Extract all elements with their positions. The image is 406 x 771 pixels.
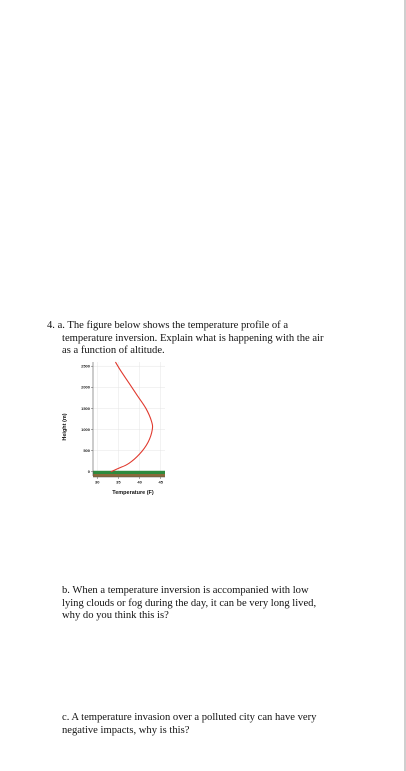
question-b	[62, 585, 387, 623]
y-axis-label: Height (m)	[62, 413, 68, 441]
question-b-line-3: why do you think this is?	[62, 610, 169, 621]
y-tick-label: 1000	[81, 426, 90, 432]
temperature-inversion-chart	[26, 356, 176, 504]
x-axis-label: Temperature (F)	[112, 490, 154, 496]
question-4a-line-2: temperature inversion. Explain what is happening with the air	[62, 332, 324, 344]
question-4a	[47, 320, 372, 358]
y-tick-label: 2500	[81, 363, 90, 369]
x-tick-label: 45	[158, 479, 163, 485]
question-4a-line-1: 4. a. The figure below shows the temperature profile of a	[47, 320, 289, 331]
chart-grid	[93, 362, 165, 476]
x-tick-label: 35	[116, 479, 121, 485]
y-tick-label: 1500	[81, 405, 90, 411]
x-tick-label: 40	[137, 479, 142, 485]
x-tick-label: 30	[95, 479, 100, 485]
ground-soil	[93, 474, 165, 477]
y-tick-label: 0	[87, 469, 90, 475]
question-4a-line-3: as a function of altitude.	[62, 345, 165, 356]
y-ticks	[81, 364, 93, 475]
question-b-line-2: lying clouds or fog during the day, it can be very long lived,	[62, 597, 317, 609]
question-c-line-2: negative impacts, why is this?	[62, 724, 190, 736]
temperature-profile-line	[111, 362, 153, 472]
y-tick-label: 2000	[81, 384, 90, 390]
x-ticks	[95, 477, 164, 485]
ground-grass	[93, 471, 165, 474]
question-b-line-1: b. When a temperature inversion is accompanied with low	[62, 585, 309, 596]
question-c	[62, 712, 387, 737]
y-tick-label: 500	[83, 448, 90, 454]
question-c-line-1: c. A temperature invasion over a polluted city can have very	[62, 712, 317, 723]
